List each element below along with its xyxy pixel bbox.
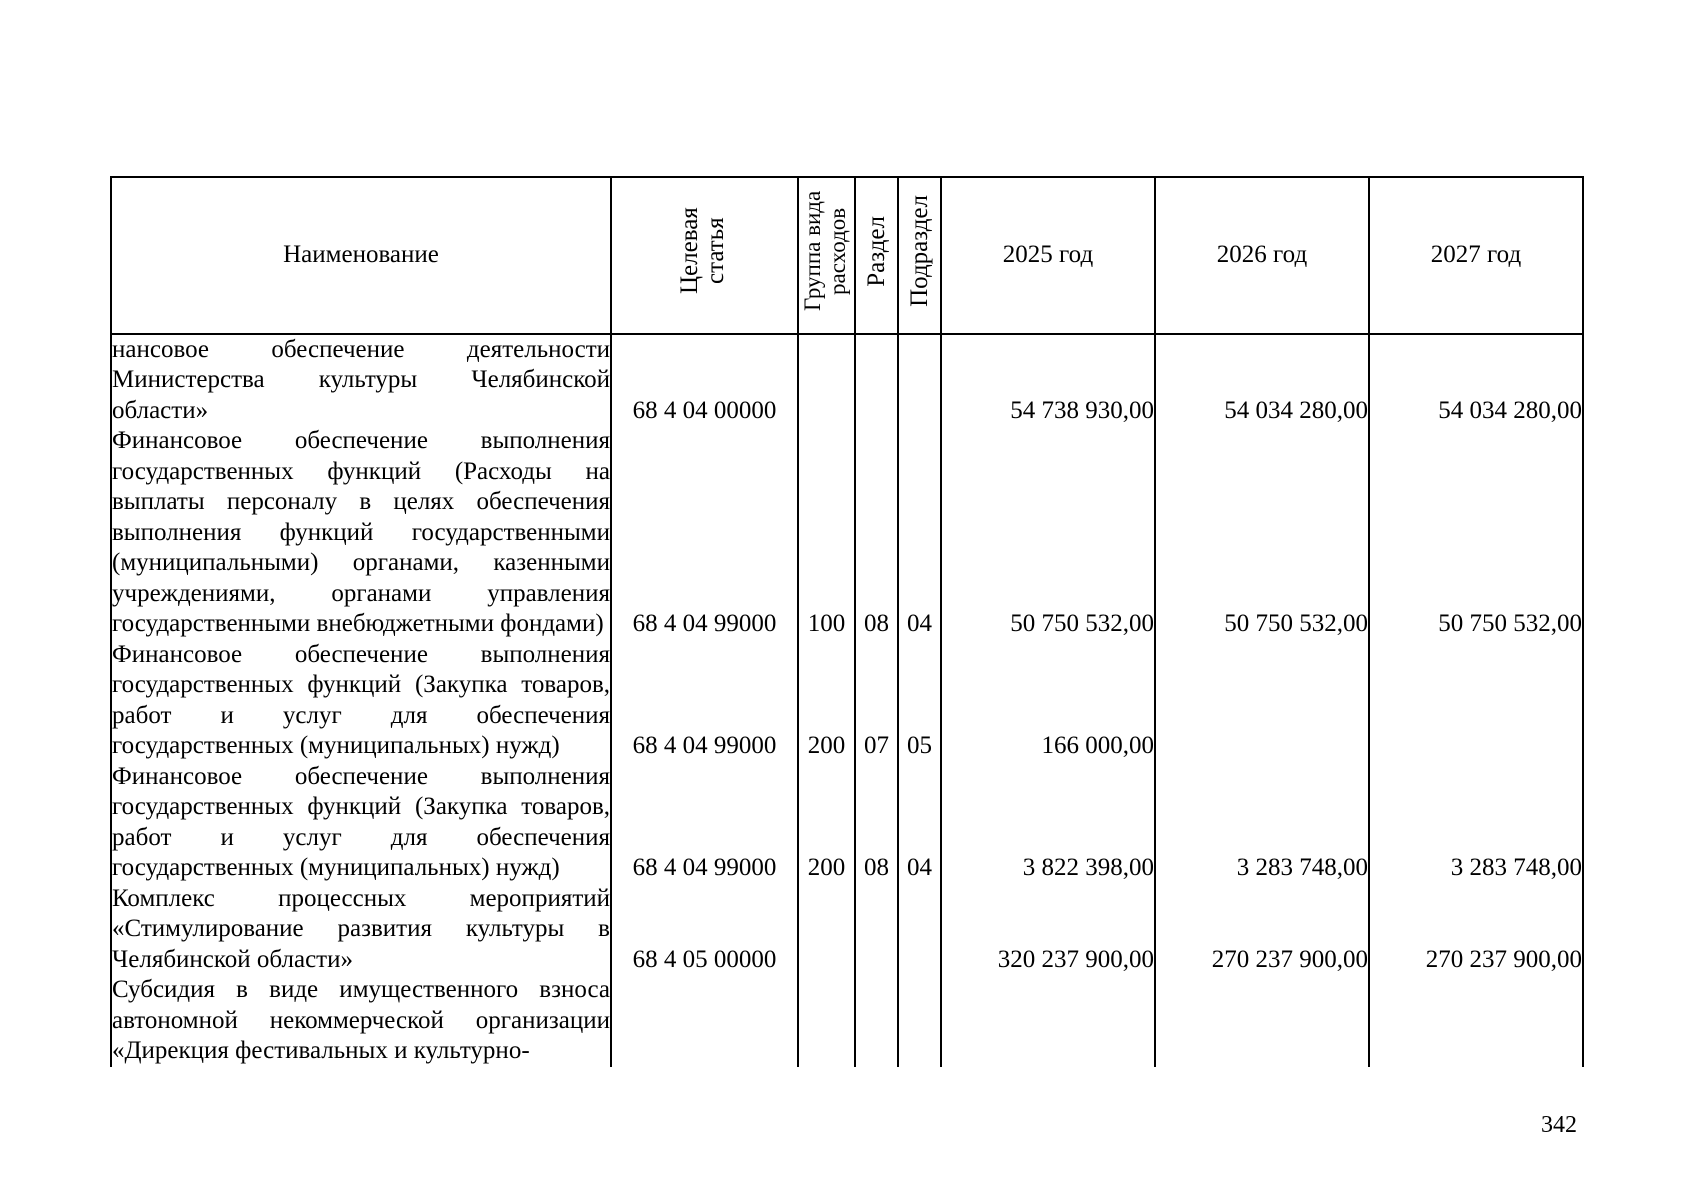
row-amount-2026 (1155, 640, 1369, 762)
row-expense-group (798, 884, 855, 976)
row-target-article: 68 4 04 99000 (611, 762, 798, 884)
row-subsection: 05 (898, 640, 941, 762)
row-target-article: 68 4 05 00000 (611, 884, 798, 976)
row-amount-2026: 50 750 532,00 (1155, 426, 1369, 640)
header-2027: 2027 год (1369, 177, 1583, 334)
row-target-article: 68 4 04 99000 (611, 426, 798, 640)
row-subsection (898, 334, 941, 427)
row-expense-group: 200 (798, 762, 855, 884)
row-amount-2025: 50 750 532,00 (941, 426, 1155, 640)
row-subsection: 04 (898, 762, 941, 884)
row-amount-2026: 54 034 280,00 (1155, 334, 1369, 427)
row-name: Финансовое обеспечение выполнения государственных функций (Закупка товаров, работ и услуг для обеспечения государственных (муниципальных) нужд) (111, 762, 611, 884)
table-row (111, 640, 1583, 762)
header-section: Раздел (855, 177, 898, 334)
table-header-row (111, 177, 1583, 334)
row-expense-group (798, 334, 855, 427)
table-row (111, 884, 1583, 976)
header-target-article: Целевая статья (611, 177, 798, 334)
row-section (855, 884, 898, 976)
row-amount-2026: 270 237 900,00 (1155, 884, 1369, 976)
row-amount-2025: 3 822 398,00 (941, 762, 1155, 884)
table-row (111, 975, 1583, 1067)
row-amount-2027: 50 750 532,00 (1369, 426, 1583, 640)
row-section: 08 (855, 426, 898, 640)
row-amount-2026 (1155, 975, 1369, 1067)
row-subsection (898, 884, 941, 976)
table-row (111, 762, 1583, 884)
row-expense-group (798, 975, 855, 1067)
row-section: 08 (855, 762, 898, 884)
header-2026: 2026 год (1155, 177, 1369, 334)
row-amount-2025: 54 738 930,00 (941, 334, 1155, 427)
row-name: Субсидия в виде имущественного взноса автономной некоммерческой организации «Дирекция фестивальных и культурно- (111, 975, 611, 1067)
row-target-article (611, 975, 798, 1067)
row-amount-2027: 270 237 900,00 (1369, 884, 1583, 976)
row-amount-2027: 3 283 748,00 (1369, 762, 1583, 884)
row-name: Финансовое обеспечение выполнения государственных функций (Закупка товаров, работ и услуг для обеспечения государственных (муниципальных) нужд) (111, 640, 611, 762)
row-amount-2025: 166 000,00 (941, 640, 1155, 762)
row-name: нансовое обеспечение деятельности Министерства культуры Челябинской области» (111, 334, 611, 427)
budget-table (110, 176, 1584, 1067)
row-amount-2027: 54 034 280,00 (1369, 334, 1583, 427)
row-target-article: 68 4 04 00000 (611, 334, 798, 427)
table-row (111, 334, 1583, 427)
row-section (855, 975, 898, 1067)
header-2025: 2025 год (941, 177, 1155, 334)
row-subsection (898, 975, 941, 1067)
header-expense-group: Группа вида расходов (798, 177, 855, 334)
row-name: Финансовое обеспечение выполнения государственных функций (Расходы на выплаты персоналу в целях обеспечения выполнения функций государственными (муниципальными) органами, казенными учреждениями, органами управления государственными внебюджетными фондами) (111, 426, 611, 640)
row-amount-2027 (1369, 975, 1583, 1067)
row-expense-group: 200 (798, 640, 855, 762)
row-name: Комплекс процессных мероприятий «Стимулирование развития культуры в Челябинской области» (111, 884, 611, 976)
row-expense-group: 100 (798, 426, 855, 640)
header-subsection: Подраздел (898, 177, 941, 334)
row-amount-2026: 3 283 748,00 (1155, 762, 1369, 884)
row-target-article: 68 4 04 99000 (611, 640, 798, 762)
page-number: 342 (1541, 1112, 1577, 1138)
header-name: Наименование (111, 177, 611, 334)
row-amount-2025: 320 237 900,00 (941, 884, 1155, 976)
row-amount-2027 (1369, 640, 1583, 762)
row-subsection: 04 (898, 426, 941, 640)
table-row (111, 426, 1583, 640)
row-section: 07 (855, 640, 898, 762)
row-amount-2025 (941, 975, 1155, 1067)
row-section (855, 334, 898, 427)
